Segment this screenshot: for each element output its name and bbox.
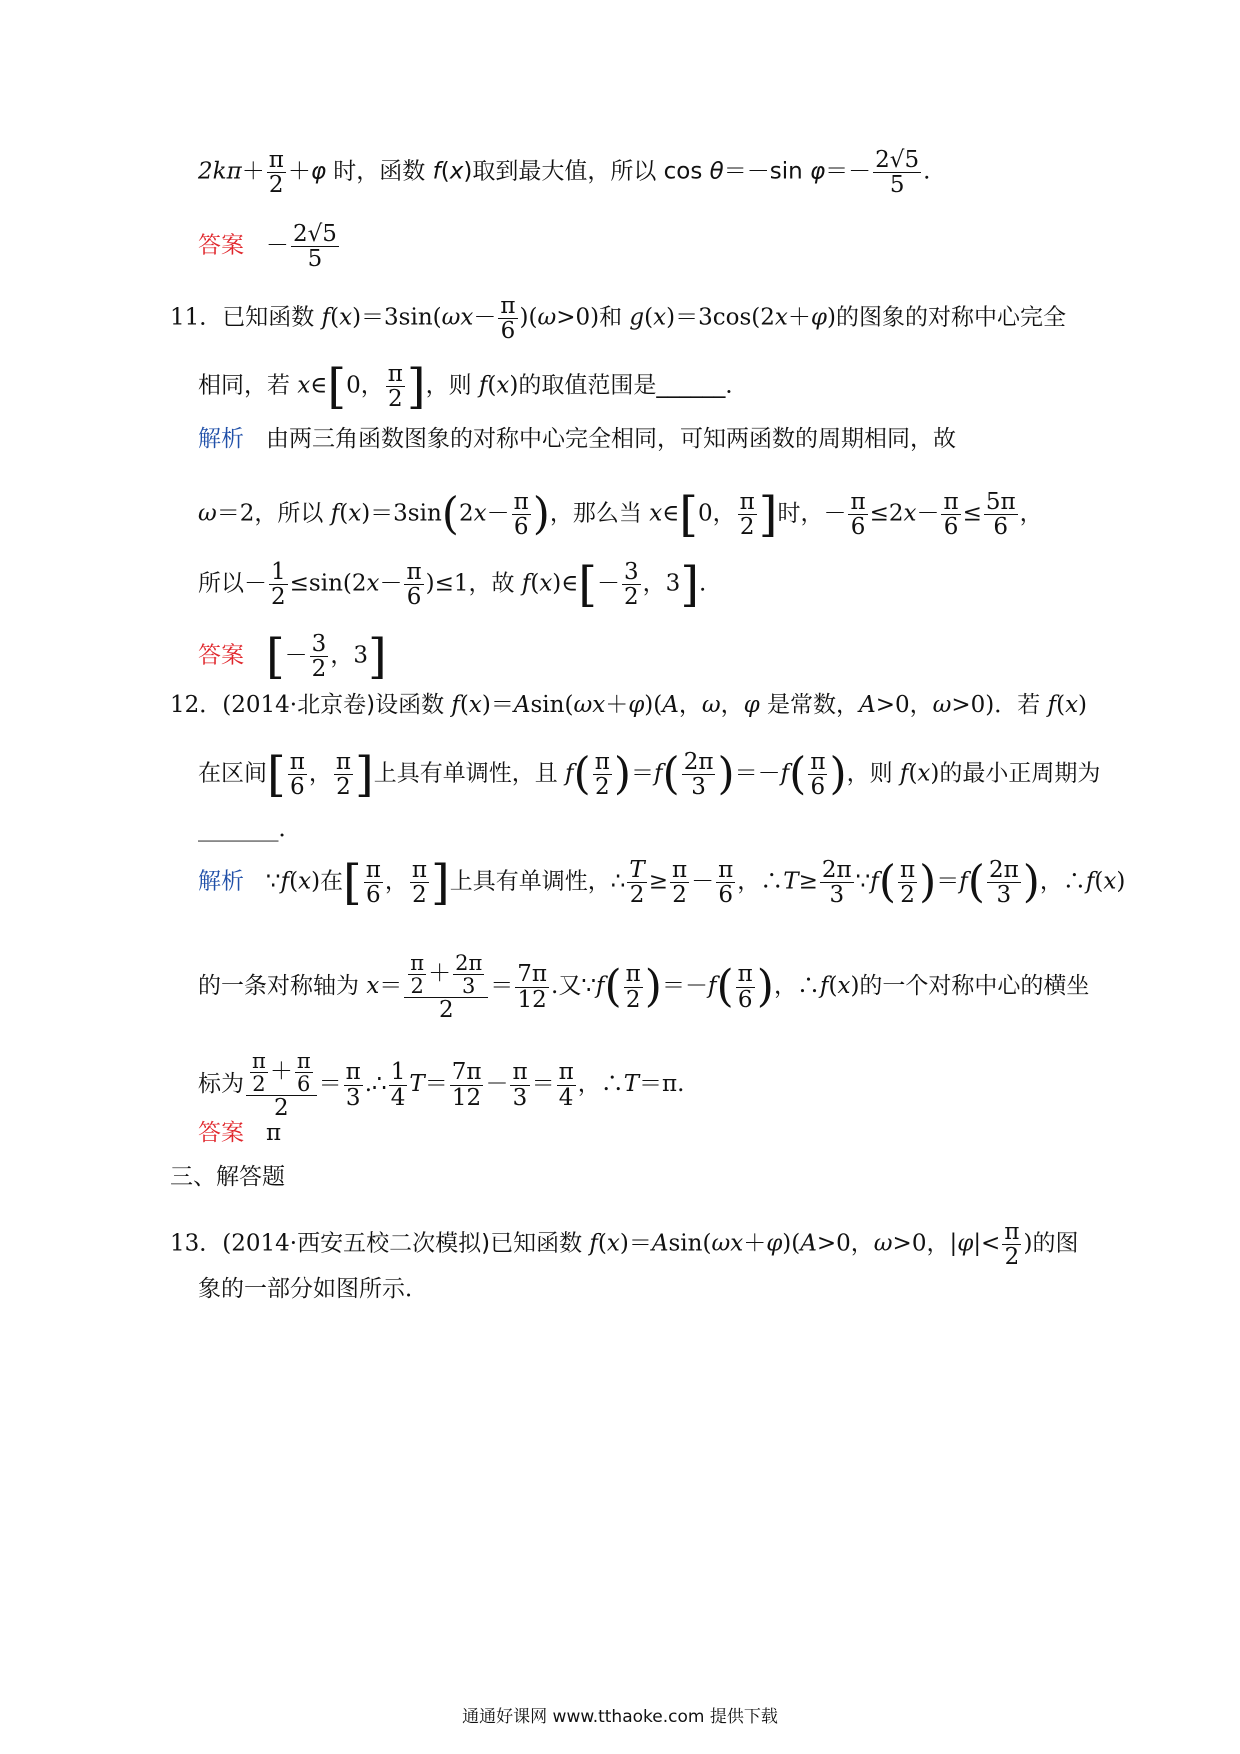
analysis-11-line-3: 所以－ $\frac{1}{2}$ ≤sin(2x－ $\frac{\pi}{6}$ )≤1，故 f(x)∈[－ $\frac{3}{2}$ ，3]. <box>198 556 707 613</box>
analysis-text: 由两三角函数图象的对称中心完全相同，可知两函数的周期相同，故 <box>265 426 956 452</box>
question-number: 12． <box>170 692 223 718</box>
question-12-line-1: 12．(2014·北京卷)设函数 f(x)＝Asin(ωx＋φ)(A，ω，φ 是常数，A>0，ω>0)．若 f(x) <box>170 692 1088 718</box>
analysis-12-line-1: 解析 ∵f(x)在[ $\frac{\pi}{6}$ ， $\frac{\pi}{2}$ ]上具有单调性，∴ $\frac{T}{2}$ ≥ $\frac{\pi}{2}$ － $\frac{\pi}{6}$ ，∴T≥ $\frac{2\pi}{3}$ ∵f( $\frac{\pi}{2}$ )＝f( $\frac{2\pi}{3}$ )，∴f(x) <box>198 854 1126 911</box>
analysis-label: 解析 <box>198 426 244 452</box>
answer-line: 答案 － $\frac{2√5}{5}$ <box>198 221 337 273</box>
analysis-12-line-3: 标为 $\frac{\pi}{2}$ ＋ $\frac{\pi}{6}$ 2 ＝ $\frac{\pi}{3}$ .∴ $\frac{1}{4}$ T＝ $\frac{7\pi}{12}$ － $\frac{\pi}{3}$ ＝ $\frac{\pi}{4}$ ，∴T＝π. <box>198 1049 685 1122</box>
answer-label: 答案 <box>198 232 244 259</box>
question-number: 13． <box>170 1230 223 1257</box>
blank-line: _______． <box>198 816 302 842</box>
answer-11-line: 答案 [－ $\frac{3}{2}$ ，3] <box>198 628 387 685</box>
question-11-line-2: 相同，若 x∈[0， $\frac{\pi}{2}$ ]，则 f(x)的取值范围是______． <box>198 358 749 415</box>
answer-12-line <box>198 1122 281 1145</box>
question-12-line-3 <box>198 818 302 841</box>
solution-line: 2kπ＋ $\frac{\pi}{2}$ ＋φ 时，函数 f(x)取到最大值，所以 cos θ＝－sin φ＝－ $\frac{2√5}{5}$ . <box>198 147 931 199</box>
question-number: 11． <box>170 304 223 331</box>
section-title: 三、解答题 <box>170 1164 285 1190</box>
footer-text: 通通好课网 www.tthaoke.com 提供下载 <box>462 1707 778 1727</box>
answer-value: π <box>265 1120 282 1146</box>
question-12-line-2: 在区间[ $\frac{\pi}{6}$ ， $\frac{\pi}{2}$ ]上具有单调性，且 f( $\frac{\pi}{2}$ )＝f( $\frac{2\pi}{3}$ )＝－f( $\frac{\pi}{6}$ )，则 f(x)的最小正周期为 <box>198 746 1101 803</box>
analysis-11-line-2: ω＝2，所以 f(x)＝3sin(2x－ $\frac{\pi}{6}$ )，那么当 x∈[0， $\frac{\pi}{2}$ ]时，－ $\frac{\pi}{6}$ ≤2x－ $\frac{\pi}{6}$ ≤ $\frac{5\pi}{6}$ ， <box>198 486 1043 543</box>
question-13-line-1: 13．(2014·西安五校二次模拟)已知函数 f(x)＝Asin(ωx＋φ)(A>0，ω>0，|φ|< $\frac{\pi}{2}$ )的图 <box>170 1219 1079 1271</box>
question-13-line-2: 象的一部分如图所示． <box>198 1276 428 1302</box>
answer-label: 答案 <box>198 1120 244 1146</box>
answer-label: 答案 <box>198 642 244 669</box>
analysis-12-line-2: 的一条对称轴为 x＝ $\frac{\pi}{2}$ ＋ $\frac{2\pi}{3}$ 2 ＝ $\frac{7\pi}{12}$ .又∵f( $\frac{\pi}{2}$ )＝－f( $\frac{\pi}{6}$ )，∴f(x)的一个对称中心的横坐 <box>198 951 1090 1024</box>
analysis-11-line-1 <box>198 428 956 451</box>
question-11-line-1: 11．已知函数 f(x)＝3sin(ωx－ $\frac{\pi}{6}$ )(ω>0)和 g(x)＝3cos(2x＋φ)的图象的对称中心完全 <box>170 293 1066 345</box>
analysis-label: 解析 <box>198 868 244 895</box>
